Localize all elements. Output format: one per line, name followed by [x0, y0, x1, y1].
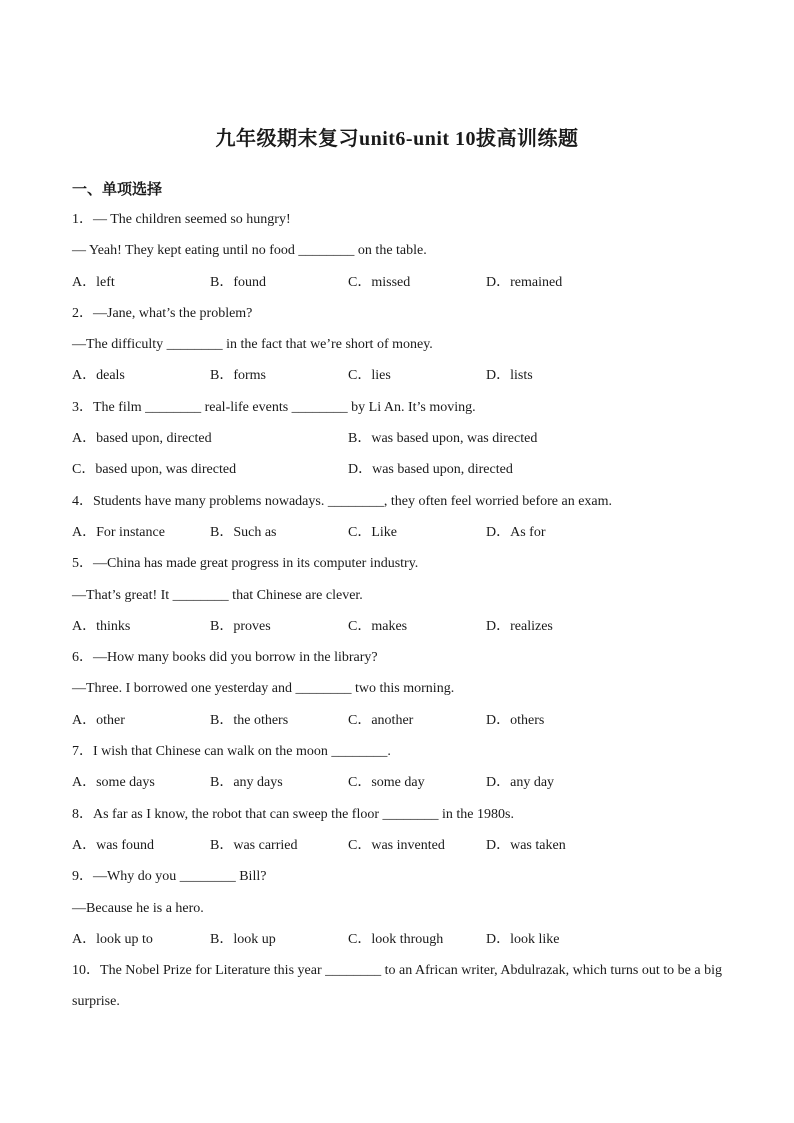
option-c: C．lies	[348, 368, 391, 384]
option-d: D．As for	[486, 524, 546, 540]
option-c: C．based upon, was directed	[72, 462, 237, 478]
option-a: A．some days	[72, 775, 155, 791]
question-list	[72, 204, 722, 1018]
question-stem: —The difficulty ________ in the fact that we’re short of money.	[72, 337, 433, 353]
options-row	[72, 924, 722, 955]
option-d: D．realizes	[486, 618, 553, 634]
question-stem: 1．— The children seemed so hungry!	[72, 212, 291, 227]
option-d: D．look like	[486, 931, 560, 947]
option-d: D．others	[486, 712, 545, 728]
option-d: D．any day	[486, 775, 555, 791]
options-row	[72, 267, 722, 298]
option-d: D．was based upon, directed	[348, 462, 513, 478]
option-b: B．any days	[210, 775, 283, 791]
section-heading: 一、单项选择	[72, 182, 163, 198]
options-row	[72, 830, 722, 861]
option-b: B．found	[210, 274, 266, 290]
question-stem: 10．The Nobel Prize for Literature this year ________ to an African writer, Abdulrazak, which turns out to be a big surprise.	[72, 963, 722, 1010]
question-stem: — Yeah! They kept eating until no food ________ on the table.	[72, 243, 427, 259]
option-d: D．lists	[486, 368, 533, 384]
question-stem: 5．—China has made great progress in its computer industry.	[72, 556, 419, 572]
question-stem: 9．—Why do you ________ Bill?	[72, 869, 267, 885]
option-c: C．missed	[348, 274, 411, 290]
option-a: A．based upon, directed	[72, 431, 212, 447]
option-c: C．Like	[348, 524, 397, 540]
option-b: B．forms	[210, 368, 266, 384]
option-a: A．For instance	[72, 524, 165, 540]
option-c: C．makes	[348, 618, 408, 634]
options-row	[72, 454, 722, 485]
options-row	[72, 517, 722, 548]
options-row	[72, 423, 722, 454]
question-stem: —Because he is a hero.	[72, 900, 204, 916]
question-stem: 6．—How many books did you borrow in the library?	[72, 650, 378, 666]
option-b: B．was based upon, was directed	[348, 431, 538, 447]
option-b: B．Such as	[210, 524, 277, 540]
option-b: B．the others	[210, 712, 289, 728]
options-row	[72, 767, 722, 798]
question-stem: 2．—Jane, what’s the problem?	[72, 305, 253, 321]
option-b: B．was carried	[210, 837, 298, 853]
options-row	[72, 705, 722, 736]
option-c: C．another	[348, 712, 414, 728]
option-c: C．some day	[348, 775, 425, 791]
question-stem: 3．The film ________ real-life events ________ by Li An. It’s moving.	[72, 399, 476, 415]
option-c: C．look through	[348, 931, 444, 947]
option-b: B．proves	[210, 618, 271, 634]
question-stem: —Three. I borrowed one yesterday and ________ two this morning.	[72, 681, 455, 697]
option-a: A．deals	[72, 368, 125, 384]
option-a: A．look up to	[72, 931, 153, 947]
option-b: B．look up	[210, 931, 276, 947]
page-title: 九年级期末复习unit6-unit 10拔高训练题	[215, 128, 579, 150]
option-a: A．left	[72, 274, 115, 290]
option-d: D．remained	[486, 274, 563, 290]
options-row	[72, 611, 722, 642]
option-d: D．was taken	[486, 837, 566, 853]
option-a: A．thinks	[72, 618, 131, 634]
question-stem: 7．I wish that Chinese can walk on the moon ________.	[72, 744, 391, 760]
question-stem: 4．Students have many problems nowadays. ________, they often feel worried before an exam.	[72, 493, 613, 509]
question-stem: 8．As far as I know, the robot that can sweep the floor ________ in the 1980s.	[72, 806, 514, 822]
option-c: C．was invented	[348, 837, 445, 853]
question-stem: —That’s great! It ________ that Chinese are clever.	[72, 587, 363, 603]
option-a: A．other	[72, 712, 125, 728]
option-a: A．was found	[72, 837, 155, 853]
options-row	[72, 360, 722, 391]
